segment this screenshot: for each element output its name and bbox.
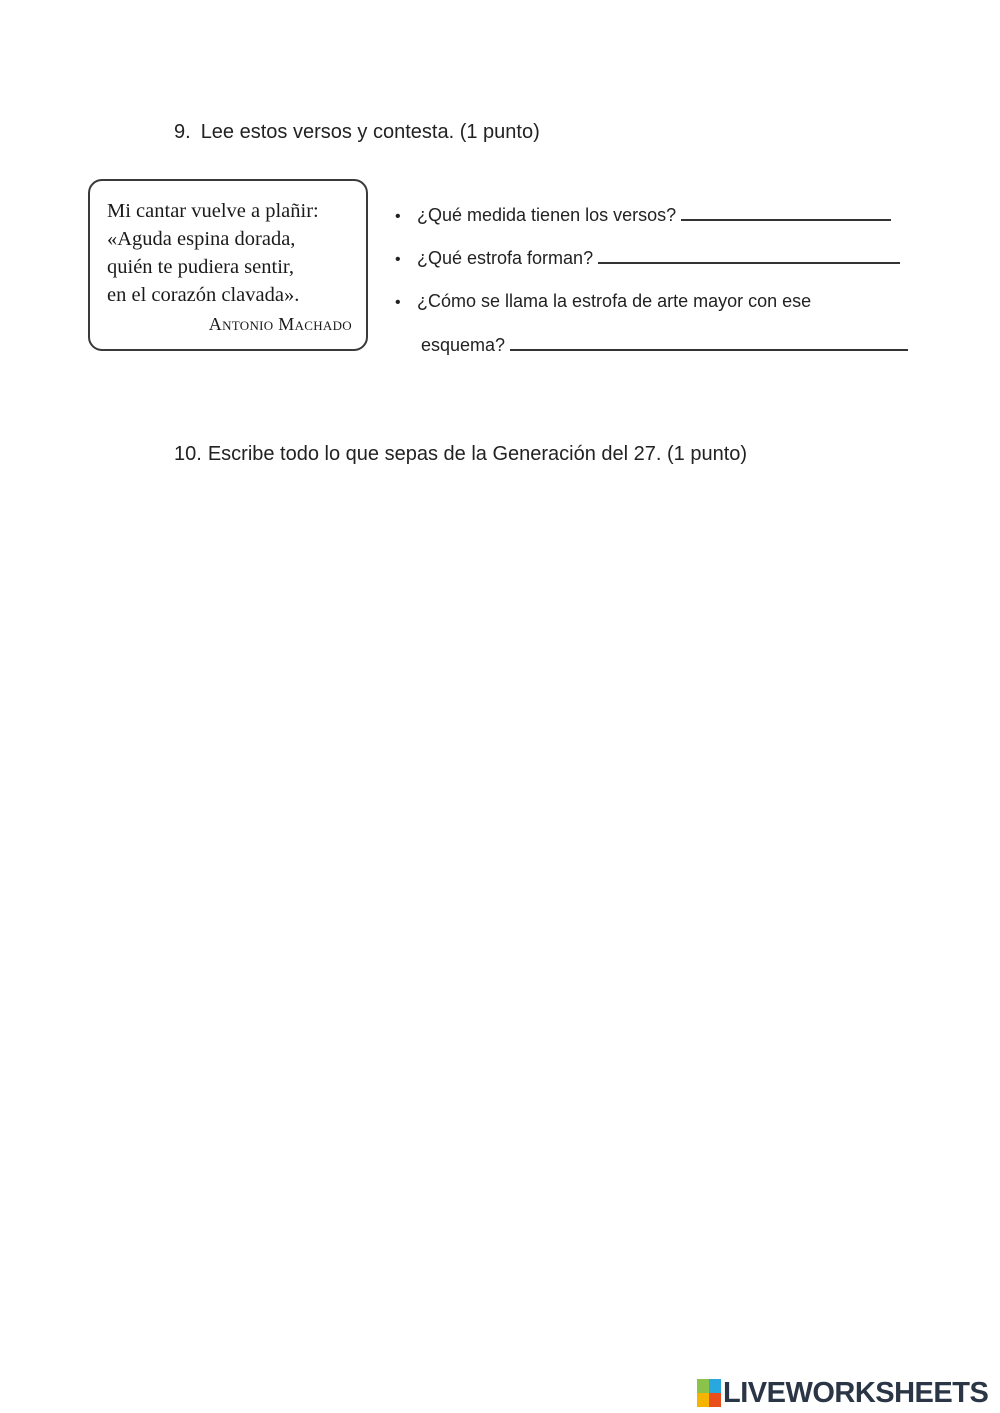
question-10-title xyxy=(174,443,747,466)
logo-square xyxy=(709,1379,721,1393)
question-text: Escribe todo lo que sepas de la Generación del 27. (1 punto) xyxy=(207,443,748,465)
poem-line: Mi cantar vuelve a plañir: xyxy=(107,200,319,222)
question-item xyxy=(395,205,891,226)
bullet: • xyxy=(395,251,401,268)
question-item xyxy=(395,248,900,269)
question-text: ¿Cómo se llama la estrofa de arte mayor con ese xyxy=(417,291,812,311)
poem-box xyxy=(88,179,368,351)
poem-line: en el corazón clavada». xyxy=(107,284,300,306)
question-item xyxy=(395,291,811,312)
logo-square xyxy=(697,1379,709,1393)
answer-blank[interactable] xyxy=(598,262,900,264)
logo-icon xyxy=(697,1379,721,1407)
logo-square xyxy=(697,1393,709,1407)
question-number: 10. xyxy=(174,443,202,465)
question-text: ¿Qué medida tienen los versos? xyxy=(417,205,677,225)
bullet: • xyxy=(395,294,401,311)
question-text: esquema? xyxy=(421,335,506,355)
question-number: 9. xyxy=(174,121,191,143)
liveworksheets-logo xyxy=(697,1378,988,1408)
poem-author: Antonio Machado xyxy=(208,314,352,334)
logo-square xyxy=(709,1393,721,1407)
answer-blank[interactable] xyxy=(510,349,908,351)
bullet: • xyxy=(395,208,401,225)
brand-text: LIVEWORKSHEETS xyxy=(723,1377,989,1409)
question-9-title xyxy=(174,121,540,144)
poem-line: quién te pudiera sentir, xyxy=(107,256,295,278)
question-continuation xyxy=(421,335,908,356)
question-text: ¿Qué estrofa forman? xyxy=(417,248,594,268)
question-text: Lee estos versos y contesta. (1 punto) xyxy=(200,121,540,143)
answer-blank[interactable] xyxy=(681,219,891,221)
poem-line: «Aguda espina dorada, xyxy=(107,228,296,250)
